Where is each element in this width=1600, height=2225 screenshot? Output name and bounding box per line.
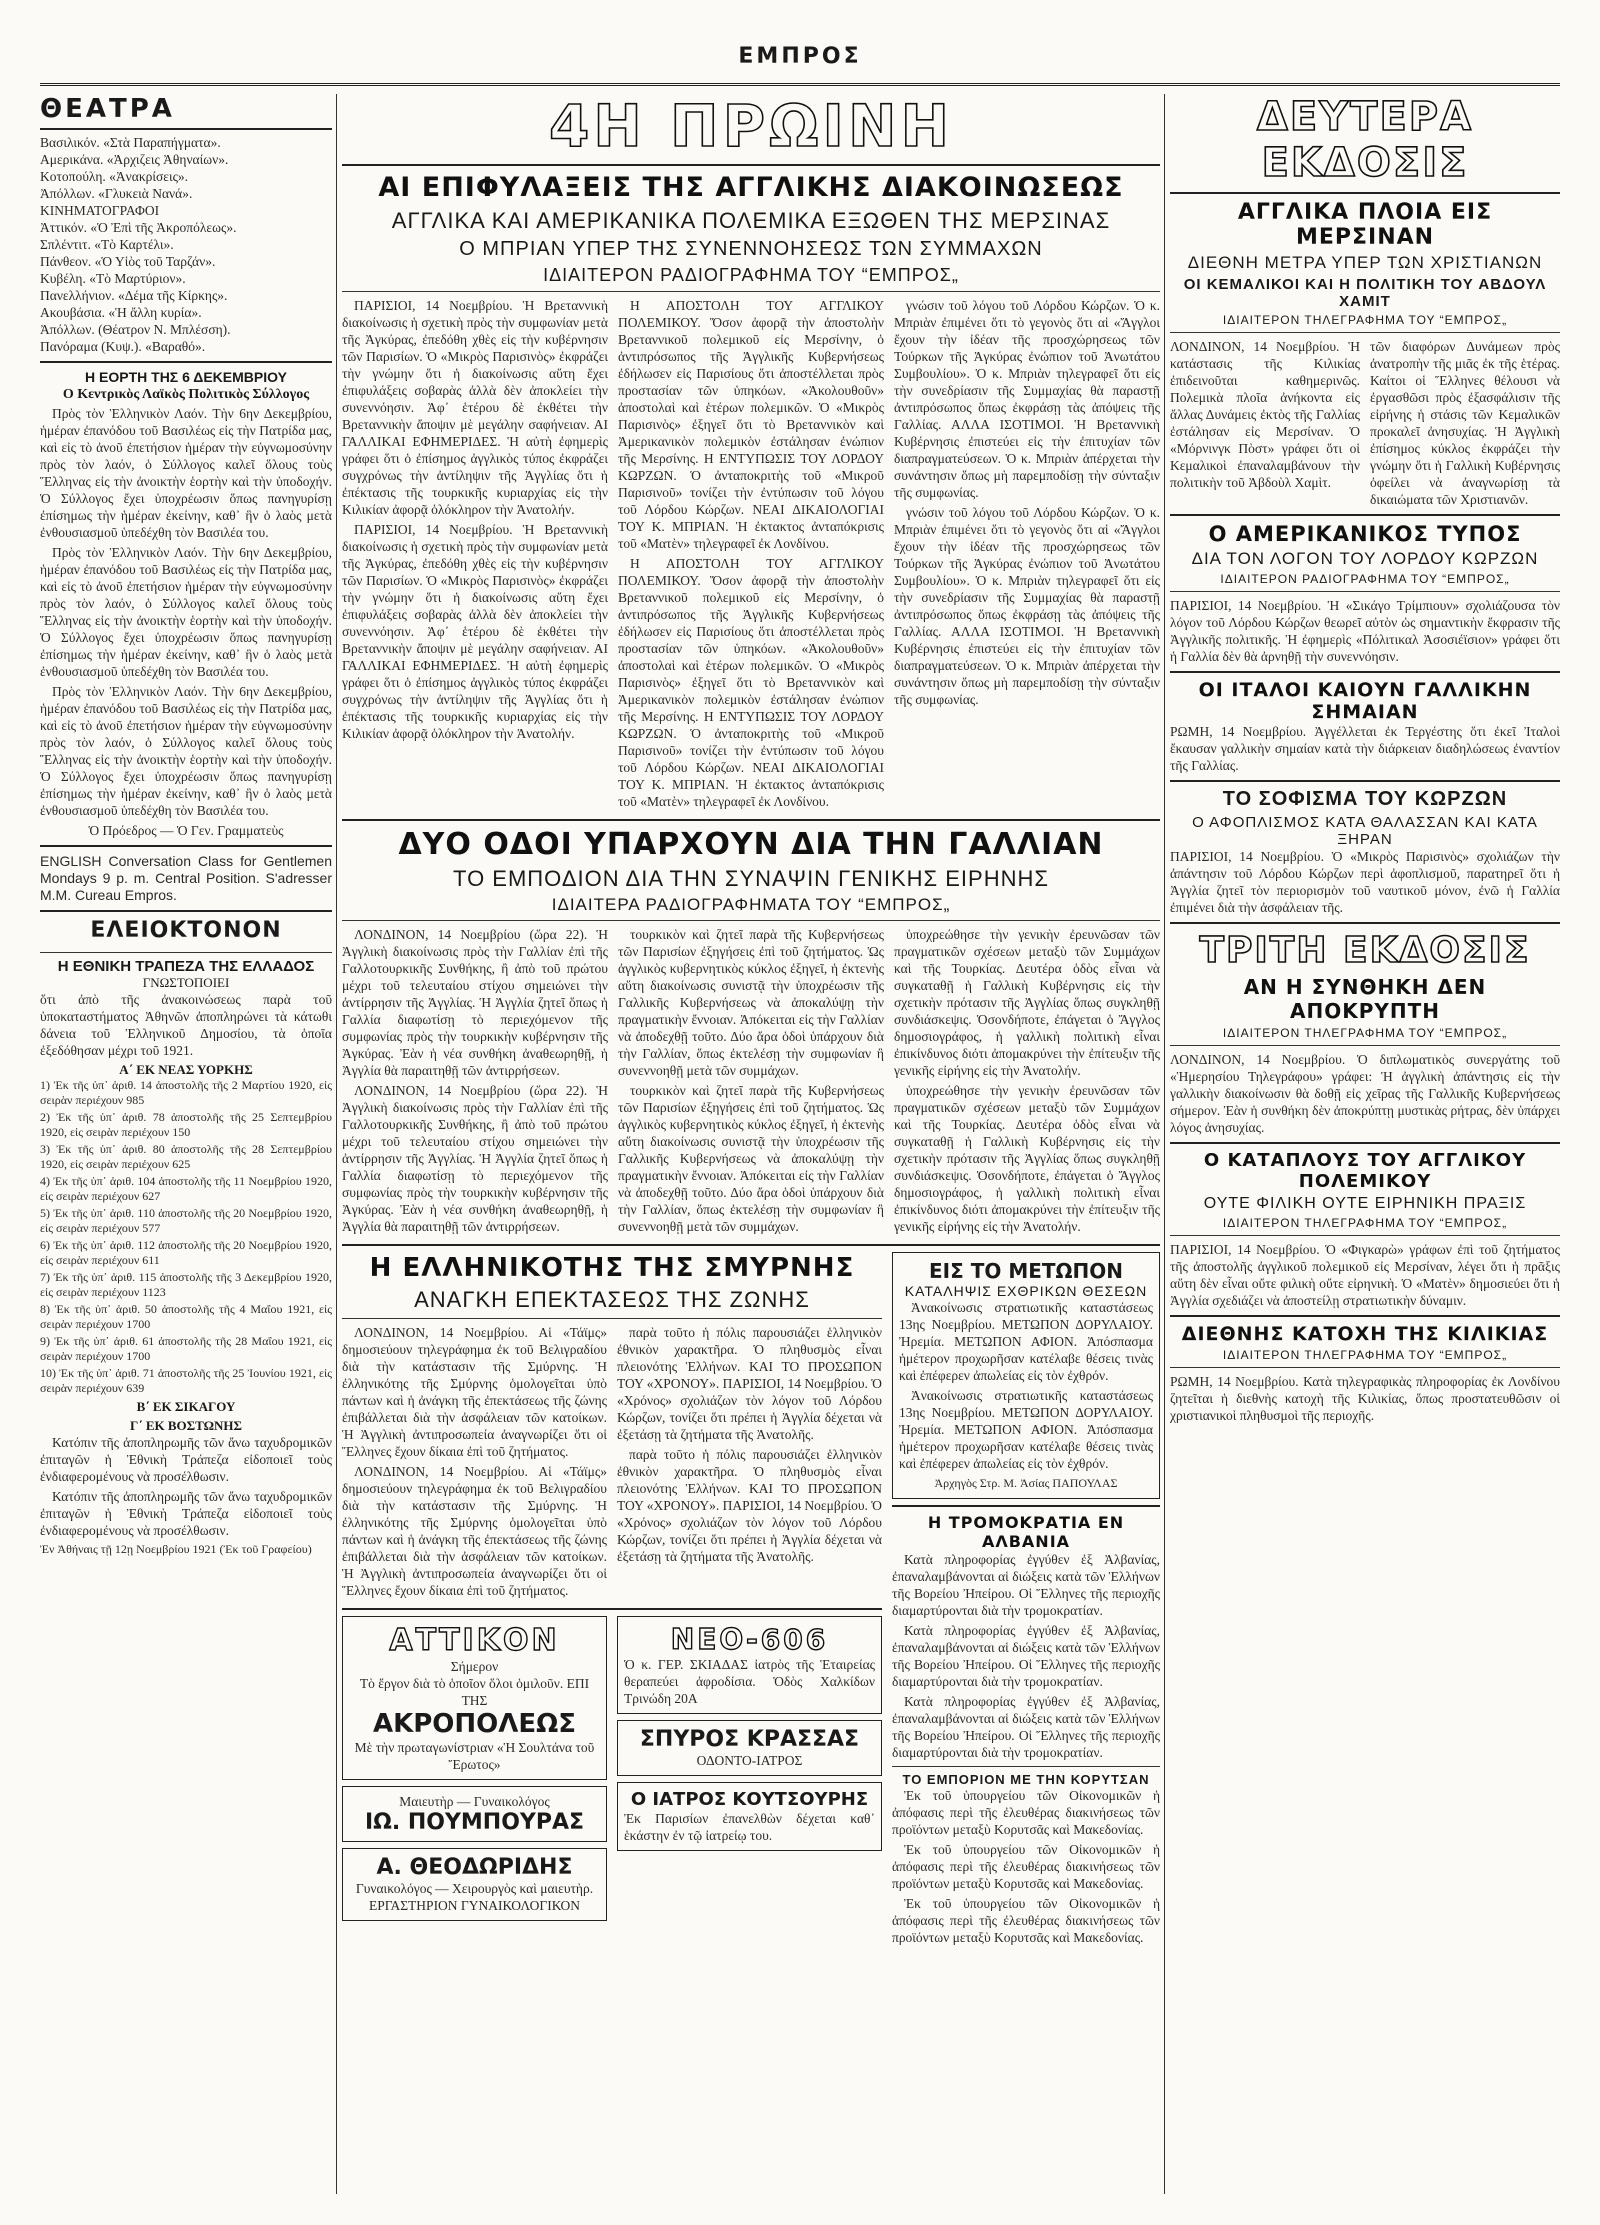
emporion-body: Ἐκ τοῦ ὑπουργείου τῶν Οἰκονομικῶν ἡ ἀπόφασις περὶ τῆς ἐλευθέρας διακινήσεως τῶν προϊόντων μεταξὺ Κορυτσᾶς καὶ Μακεδονίας. Ἐκ τοῦ ὑπουργείου τῶν Οἰκονομικῶν ἡ ἀπόφασις περὶ τῆς ἐλευθέρας διακινήσεως τῶν προϊόντων μεταξὺ Κορυτσᾶς καὶ Μακεδονίας. Ἐκ τοῦ ὑπουργείου τῶν Οἰκονομικῶν ἡ ἀπόφασις περὶ τῆς ἐλευθέρας διακινήσεως τῶν προϊόντων μεταξὺ Κορυτσᾶς καὶ Μακεδονίας. bbox=[892, 1788, 1160, 1945]
r-headline-cilicia: ΔΙΕΘΝΗΣ ΚΑΤΟΧΗ ΤΗΣ ΚΙΛΙΚΙΑΣ bbox=[1181, 1323, 1549, 1345]
metopon-box bbox=[892, 1252, 1160, 1499]
ads-grid bbox=[342, 1616, 882, 1921]
theatre-listing: Βασιλικόν. «Στὰ Παραπήγματα». bbox=[40, 135, 221, 150]
bank-date: Ἐν Ἀθήναις τῇ 12ῃ Νοεμβρίου 1921 (Ἐκ τοῦ Γραφείου) bbox=[40, 1542, 312, 1556]
ad-attikon: ΑΤΤΙΚΟΝ Σήμερον Τὸ ἔργον διὰ τὸ ὁποῖον ὅλοι ὁμιλοῦν. ΕΠΙ ΤΗΣ ΑΚΡΟΠΟΛΕΩΣ Μὲ τὴν πρωταγωνίστριαν «Ἡ Σουλτάνα τοῦ Ἔρωτος» bbox=[342, 1616, 607, 1780]
column-divider bbox=[1164, 94, 1165, 2194]
edition-title: 4Η ΠΡΩΙΝΗ bbox=[548, 92, 954, 160]
bank-item: 2) Ἐκ τῆς ὑπ᾽ ἀριθ. 78 ἀποστολῆς τῆς 25 Σεπτεμβρίου 1920, εἰς σειρὰν περιέχουν 150 bbox=[40, 1110, 332, 1139]
r-headline-curzon-speech: ΔΙΑ ΤΟΝ ΛΟΓΟΝ ΤΟΥ ΛΟΡΔΟΥ ΚΩΡΖΩΝ bbox=[1191, 549, 1539, 568]
third-edition-title: ΤΡΙΤΗ ΕΚΔΟΣΙΣ bbox=[1199, 930, 1531, 971]
bank-item: 8) Ἐκ τῆς ὑπ᾽ ἀριθ. 50 ἀποστολῆς τῆς 4 Μαΐου 1921, εἰς σειρὰν περιέχουν 1700 bbox=[40, 1302, 332, 1331]
radiogram-line-2: ΙΔΙΑΙΤΕΡΑ ΡΑΔΙΟΓΡΑΦΗΜΑΤΑ ΤΟΥ “ΕΜΠΡΟΣ„ bbox=[551, 895, 951, 914]
r-headline-treaty: ΑΝ Η ΣΥΝΘΗΚΗ ΔΕΝ ΑΠΟΚΡΥΠΤΗ bbox=[1243, 975, 1487, 1023]
r-telegram-3: ΙΔΙΑΙΤΕΡΟΝ ΤΗΛΕΓΡΑΦΗΜΑ ΤΟΥ “ΕΜΠΡΟΣ„ bbox=[1222, 1216, 1508, 1230]
bank-item: 7) Ἐκ τῆς ὑπ᾽ ἀριθ. 115 ἀποστολῆς τῆς 3 Δεκεμβρίου 1920, εἰς σειρὰν περιέχουν 1123 bbox=[40, 1270, 332, 1299]
theatre-listing: Ἀττικόν. «Ὁ Ἐπὶ τῆς Ἀκροπόλεως». bbox=[40, 220, 237, 235]
theatre-listing: Αμερικάνα. «Ἀρχιζεις Ἀθηναίων». bbox=[40, 152, 229, 167]
metopon-body: Ἀνακοίνωσις στρατιωτικῆς καταστάσεως 13ης Νοεμβρίου. ΜΕΤΩΠΟΝ ΔΟΡΥΛΑΙΟΥ. Ἠρεμία. ΜΕΤΩΠΟΝ ΑΦΙΟΝ. Ἀπόσπασμα ἡμέτερον προχωρῆσαν κατέλαβε θέσεις τινὰς καὶ ἐπέφερεν ἀπωλείας εἰς τὸν ἐχθρόν. Ἀνακοίνωσις στρατιωτικῆς καταστάσεως 13ης Νοεμβρίου. ΜΕΤΩΠΟΝ ΔΟΡΥΛΑΙΟΥ. Ἠρεμία. ΜΕΤΩΠΟΝ ΑΦΙΟΝ. Ἀπόσπασμα ἡμέτερον προχωρῆσαν κατέλαβε θέσεις τινὰς καὶ ἐπέφερεν ἀπωλείας εἰς τὸν ἐχθρόν. bbox=[899, 1300, 1153, 1471]
r-headline-italians: ΟΙ ΙΤΑΛΟΙ ΚΑΙΟΥΝ ΓΑΛΛΙΚΗΝ ΣΗΜΑΙΑΝ bbox=[1198, 679, 1532, 723]
festival-signature: Ὁ Πρόεδρος — Ὁ Γεν. Γραμματεὺς bbox=[88, 823, 284, 838]
bank-title: Η ΕΘΝΙΚΗ ΤΡΑΠΕΖΑ ΤΗΣ ΕΛΛΑΔΟΣ bbox=[57, 958, 315, 975]
bank-closing: Κατόπιν τῆς ἀποπληρωμῆς τῶν ἄνω ταχυδρομικῶν ἐπιταγῶν ἡ Ἐθνικὴ Τράπεζα εἰδοποιεῖ τοὺς ἐνδιαφερομένους νὰ προσέλθωσιν. Κατόπιν τῆς ἀποπληρωμῆς τῶν ἄνω ταχυδρομικῶν ἐπιταγῶν ἡ Ἐθνικὴ Τράπεζα εἰδοποιεῖ τοὺς ἐνδιαφερομένους νὰ προσέλθωσιν. bbox=[40, 1435, 332, 1538]
theatres-title: ΘΕΑΤΡΑ bbox=[40, 94, 332, 130]
bank-subtitle: ΓΝΩΣΤΟΠΟΙΕΙ bbox=[142, 975, 230, 990]
bank-item: 4) Ἐκ τῆς ὑπ᾽ ἀριθ. 104 ἀποστολῆς τῆς 11 Νοεμβρίου 1920, εἰς σειρὰν περιέχουν 627 bbox=[40, 1174, 332, 1203]
headline-briand: Ο ΜΠΡΙΑΝ ΥΠΕΡ ΤΗΣ ΣΥΝΕΝΝΟΗΣΕΩΣ ΤΩΝ ΣΥΜΜΑΧΩΝ bbox=[459, 238, 1043, 260]
masthead bbox=[40, 30, 1560, 86]
headline-warships: ΑΓΓΛΙΚΑ ΚΑΙ ΑΜΕΡΙΚΑΝΙΚΑ ΠΟΛΕΜΙΚΑ ΕΞΩΘΕΝ ΤΗΣ ΜΕΡΣΙΝΑΣ bbox=[391, 208, 1111, 233]
top-story-col-2: Η ΑΠΟΣΤΟΛΗ ΤΟΥ ΑΓΓΛΙΚΟΥ ΠΟΛΕΜΙΚΟΥ. Ὅσον ἀφορᾷ τὴν ἀποστολὴν Βρεταννικοῦ πολεμικοῦ εἰς Μερσίνην, ὁ ἀντιπρόσωπος τῆς Ἀγγλικῆς Κυβερνήσεως ἐδήλωσεν εἰς Παρισίους ὅτι ἀποστέλλεται πρὸς προστασίαν τῶν ὑπηκόων. «Ἀκολουθοῦν» ἀποστολαὶ καὶ ἑτέρων πολεμικῶν. Ὁ «Μικρὸς Παρισινὸς» ἐξηγεῖ ὅτι τὸ Βρεταννικὸν καὶ Ἀμερικανικὸν πολεμικὸν ἐστάλησαν ἐνώπιον τῆς Μερσίνης. Η ΕΝΤΥΠΩΣΙΣ ΤΟΥ ΛΟΡΔΟΥ ΚΩΡΖΩΝ. Ὁ ἀνταποκριτὴς τοῦ «Μικροῦ Παρισινοῦ» τονίζει τὴν ἐντύπωσιν τοῦ λόγου τοῦ Λόρδου Κώρζων. ΝΕΑΙ ΔΙΚΑΙΟΛΟΓΙΑΙ ΤΟΥ Κ. ΜΠΡΙΑΝ. Ἡ ἐκτακτος ἀνταπόκρισις τοῦ «Ματὲν» τηλεγραφεῖ ἐκ Λονδίνου. Η ΑΠΟΣΤΟΛΗ ΤΟΥ ΑΓΓΛΙΚΟΥ ΠΟΛΕΜΙΚΟΥ. Ὅσον ἀφορᾷ τὴν ἀποστολὴν Βρεταννικοῦ πολεμικοῦ εἰς Μερσίνην, ὁ ἀντιπρόσωπος τῆς Ἀγγλικῆς Κυβερνήσεως ἐδήλωσεν εἰς Παρισίους ὅτι ἀποστέλλεται πρὸς προστασίαν τῶν ὑπηκόων. «Ἀκολουθοῦν» ἀποστολαὶ καὶ ἑτέρων πολεμικῶν. Ὁ «Μικρὸς Παρισινὸς» ἐξηγεῖ ὅτι τὸ Βρεταννικὸν καὶ Ἀμερικανικὸν πολεμικὸν ἐστάλησαν ἐνώπιον τῆς Μερσίνης. Η ΕΝΤΥΠΩΣΙΣ ΤΟΥ ΛΟΡΔΟΥ ΚΩΡΖΩΝ. Ὁ ἀνταποκριτὴς τοῦ «Μικροῦ Παρισινοῦ» τονίζει τὴν ἐντύπωσιν τοῦ λόγου τοῦ Λόρδου Κώρζων. ΝΕΑΙ ΔΙΚΑΙΟΛΟΓΙΑΙ ΤΟΥ Κ. ΜΠΡΙΑΝ. Ἡ ἐκτακτος ἀνταπόκρισις τοῦ «Ματὲν» τηλεγραφεῖ ἐκ Λονδίνου. bbox=[618, 298, 884, 809]
metopon-title: ΕΙΣ ΤΟ ΜΕΤΩΠΟΝ bbox=[928, 1259, 1124, 1283]
theatre-listing: Ακουβάσια. «Ἡ ἄλλη κυρία». bbox=[40, 305, 202, 320]
top-story-col-3: γνώσιν τοῦ λόγου τοῦ Λόρδου Κώρζων. Ὁ κ. Μπριὰν ἐπιμένει ὅτι τὸ γεγονὸς ὅτι αἱ «Ἄγγλοι ἔχουν τὴν ἰδέαν τῆς προσχώρησεως τῶν Τούρκων τῆς Ἀγκύρας ἐνώπιον τοῦ Ἀνωτάτου Συμβουλίου». Ὁ κ. Μπριὰν τηλεγραφεῖ ὅτι εἰς τὴν συνεδρίασιν τῆς Συμμαχίας θὰ παραστῇ ἀντιπρόσωπος ὅπως ἐκφράσῃ τὰς ἀπόψεις τῆς Γαλλίας. ΑΛΛΑ ΙΣΟΤΙΜΟΙ. Ἡ Βρεταννικὴ Κυβέρνησις ἐπιστεύει εἰς τὴν ἐπιτυχίαν τῶν διαπραγματεύσεων. Ὁ κ. Μπριὰν ἀπέρχεται τὴν συνάντησιν ὅπως μὴ παρεμποδίσῃ τὴν σύνταξιν τῆς συμφωνίας. γνώσιν τοῦ λόγου τοῦ Λόρδου Κώρζων. Ὁ κ. Μπριὰν ἐπιμένει ὅτι τὸ γεγονὸς ὅτι αἱ «Ἄγγλοι ἔχουν τὴν ἰδέαν τῆς προσχώρησεως τῶν Τούρκων τῆς Ἀγκύρας ἐνώπιον τοῦ Ἀνωτάτου Συμβουλίου». Ὁ κ. Μπριὰν τηλεγραφεῖ ὅτι εἰς τὴν συνεδρίασιν τῆς Συμμαχίας θὰ παραστῇ ἀντιπρόσωπος ὅπως ἐκφράσῃ τὰς ἀπόψεις τῆς Γαλλίας. ΑΛΛΑ ΙΣΟΤΙΜΟΙ. Ἡ Βρεταννικὴ Κυβέρνησις ἐπιστεύει εἰς τὴν ἐπιτυχίαν τῶν διαπραγματεύσεων. Ὁ κ. Μπριὰν ἀπέρχεται τὴν συνάντησιν ὅπως μὴ παρεμποδίσῃ τὴν σύνταξιν τῆς συμφωνίας. bbox=[894, 298, 1160, 707]
bank-item: 9) Ἐκ τῆς ὑπ᾽ ἀριθ. 61 ἀποστολῆς τῆς 28 Μαΐου 1921, εἰς σειρὰν περιέχουν 1700 bbox=[40, 1334, 332, 1363]
bank-body: ὅτι ἀπὸ τῆς ἀνακοινώσεως παρὰ τοῦ ὑποκαταστήματος Ἀθηνῶν ἀποπληρώνει τὰ κάτωθι δάνεια τοῦ Ἑλληνικοῦ Δημοσίου, τὰ ὁποῖα ἐξεδόθησαν μέχρι τοῦ 1921. bbox=[40, 992, 332, 1058]
festival-subtitle: Ο Κεντρικὸς Λαϊκὸς Πολιτικὸς Σύλλογος bbox=[62, 387, 310, 402]
r-headline-ships: ΑΓΓΛΙΚΑ ΠΛΟΙΑ ΕΙΣ ΜΕΡΣΙΝΑΝ bbox=[1237, 200, 1493, 250]
bank-section-ny: Α΄ ΕΚ ΝΕΑΣ ΥΟΡΚΗΣ bbox=[119, 1062, 253, 1077]
headline-reservations: ΑΙ ΕΠΙΦΥΛΑΞΕΙΣ ΤΗΣ ΑΓΓΛΙΚΗΣ ΔΙΑΚΟΙΝΩΣΕΩΣ bbox=[378, 172, 1124, 203]
theatre-listing: Ἀπόλλων. «Γλυκειὰ Νανά». bbox=[40, 186, 193, 201]
top-story-col-1: ΠΑΡΙΣΙΟΙ, 14 Νοεμβρίου. Ἡ Βρεταννικὴ διακοίνωσις ἡ σχετικὴ πρὸς τὴν συμφωνίαν μετὰ τῆς Ἀγκύρας, ἐπεδόθη χθὲς εἰς τὴν κυβέρνησιν τῶν Παρισίων. Ὁ «Μικρὸς Παρισινὸς» ἐκφράζει τὴν γνώμην ὅτι ἡ διακοίνωσις αὕτη ἔχει ἐπιφυλάξεις σοβαρὰς ἀλλὰ δὲν ἀποκλείει τὴν συνεννόησιν. Ἀφ᾽ ἑτέρου δὲ ἐκθέτει τὴν Βρεταννικὴν ἄποψιν μὲ μεγάλην σαφήνειαν. ΑΙ ΓΑΛΛΙΚΑΙ ΕΦΗΜΕΡΙΔΕΣ. Ἡ αὐτὴ ἐφημερὶς γράφει ὅτι ὁ ἐπίσημος ἀγγλικὸς τύπος ἐκφράζει συγχρόνως τὴν ἀντίληψιν τῆς Ἀγγλίας ὅτι ἡ ἐπέκτασις τῆς τουρκικῆς κυριαρχίας εἰς τὴν Κιλικίαν ἀφορᾷ ὁλόκληρον τὴν Ἀνατολήν. ΠΑΡΙΣΙΟΙ, 14 Νοεμβρίου. Ἡ Βρεταννικὴ διακοίνωσις ἡ σχετικὴ πρὸς τὴν συμφωνίαν μετὰ τῆς Ἀγκύρας, ἐπεδόθη χθὲς εἰς τὴν κυβέρνησιν τῶν Παρισίων. Ὁ «Μικρὸς Παρισινὸς» ἐκφράζει τὴν γνώμην ὅτι ἡ διακοίνωσις αὕτη ἔχει ἐπιφυλάξεις σοβαρὰς ἀλλὰ δὲν ἀποκλείει τὴν συνεννόησιν. Ἀφ᾽ ἑτέρου δὲ ἐκθέτει τὴν Βρεταννικὴν ἄποψιν μὲ μεγάλην σαφήνειαν. ΑΙ ΓΑΛΛΙΚΑΙ ΕΦΗΜΕΡΙΔΕΣ. Ἡ αὐτὴ ἐφημερὶς γράφει ὅτι ὁ ἐπίσημος ἀγγλικὸς τύπος ἐκφράζει συγχρόνως τὴν ἀντίληψιν τῆς Ἀγγλίας ὅτι ἡ ἐπέκτασις τῆς τουρκικῆς κυριαρχίας εἰς τὴν Κιλικίαν ἀφορᾷ ὁλόκληρον τὴν Ἀνατολήν. bbox=[342, 298, 608, 741]
newspaper-page bbox=[40, 30, 1560, 2200]
ad-krassas: ΣΠΥΡΟΣ ΚΡΑΣΣΑΣ ΟΔΟΝΤΟ-ΙΑΤΡΟΣ bbox=[617, 1720, 882, 1776]
r-headline-sophism: ΤΟ ΣΟΦΙΣΜΑ ΤΟΥ ΚΩΡΖΩΝ bbox=[1222, 788, 1508, 810]
theatre-listing: Πάνθεον. «Ὁ Υἱὸς τοῦ Ταρζάν». bbox=[40, 254, 216, 269]
smyrna-col-1: ΛΟΝΔΙΝΟΝ, 14 Νοεμβρίου. Αἱ «Τάϊμς» δημοσιεύουν τηλεγράφημα ἐκ τοῦ Βελιγραδίου διὰ τὴν κατάστασιν τῆς Σμύρνης. Ἡ ἐλληνικότης τῆς Σμύρνης ὁμολογεῖται ὑπὸ πάντων καὶ ἡ ἀνάγκη τῆς ἐπεκτάσεως τῆς ζώνης ἐπιβάλλεται διὰ τὴν ἀσφάλειαν τῶν κατοίκων. Ἡ Ἀγγλικὴ ἀντιπροσωπεία ἀναγνωρίζει ὅτι οἱ Ἕλληνες ἔχουν δίκαια ἐπὶ τοῦ ζητήματος. ΛΟΝΔΙΝΟΝ, 14 Νοεμβρίου. Αἱ «Τάϊμς» δημοσιεύουν τηλεγράφημα ἐκ τοῦ Βελιγραδίου διὰ τὴν κατάστασιν τῆς Σμύρνης. Ἡ ἐλληνικότης τῆς Σμύρνης ὁμολογεῖται ὑπὸ πάντων καὶ ἡ ἀνάγκη τῆς ἐπεκτάσεως τῆς ζώνης ἐπιβάλλεται διὰ τὴν ἀσφάλειαν τῶν κατοίκων. Ἡ Ἀγγλικὴ ἀντιπροσωπεία ἀναγνωρίζει ὅτι οἱ Ἕλληνες ἔχουν δίκαια ἐπὶ τοῦ ζητήματος. bbox=[342, 1325, 607, 1598]
center-column bbox=[342, 94, 1160, 1949]
smyrna-col-2: παρὰ τοῦτο ἡ πόλις παρουσιάζει ἑλληνικὸν ἐθνικὸν χαρακτῆρα. Ὁ πληθυσμὸς εἶναι πλειονότης Ἑλλήνων. ΚΑΙ ΤΟ ΠΡΟΣΩΠΟΝ ΤΟΥ «ΧΡΟΝΟΥ». ΠΑΡΙΣΙΟΙ, 14 Νοεμβρίου. Ὁ «Χρόνος» σχολιάζων τὸν λόγον τοῦ Λόρδου Κώρζων, τονίζει ὅτι πρέπει ἡ Ἀγγλία δέχεται νὰ ἐξετάσῃ τὰ ζητήματα τῆς Ἀνατολῆς. παρὰ τοῦτο ἡ πόλις παρουσιάζει ἑλληνικὸν ἐθνικὸν χαρακτῆρα. Ὁ πληθυσμὸς εἶναι πλειονότης Ἑλλήνων. ΚΑΙ ΤΟ ΠΡΟΣΩΠΟΝ ΤΟΥ «ΧΡΟΝΟΥ». ΠΑΡΙΣΙΟΙ, 14 Νοεμβρίου. Ὁ «Χρόνος» σχολιάζων τὸν λόγον τοῦ Λόρδου Κώρζων, τονίζει ὅτι πρέπει ἡ Ἀγγλία δέχεται νὰ ἐξετάσῃ τὰ ζητήματα τῆς Ἀνατολῆς. bbox=[617, 1325, 882, 1564]
r-headline-not-friendly: ΟΥΤΕ ΦΙΛΙΚΗ ΟΥΤΕ ΕΙΡΗΝΙΚΗ ΠΡΑΞΙΣ bbox=[1203, 1195, 1527, 1212]
eleioktonon-title: ΕΛΕΙΟΚΤΟΝΟΝ bbox=[90, 918, 282, 943]
metopon-subtitle: ΚΑΤΑΛΗΨΙΣ ΕΧΘΡΙΚΩΝ ΘΕΣΕΩΝ bbox=[904, 1283, 1148, 1299]
bank-items bbox=[40, 1078, 332, 1396]
ad-neo-606: ΝΕΟ-606 Ὁ κ. ΓΕΡ. ΣΚΙΑΔΑΣ ἰατρὸς τῆς Ἑταιρείας θεραπεύει ἀφροδίσια. Ὁδὸς Χαλκίδων Τρινώδη 20Α bbox=[617, 1616, 882, 1714]
bank-item: 3) Ἐκ τῆς ὑπ᾽ ἀριθ. 80 ἀποστολῆς τῆς 28 Σεπτεμβρίου 1920, εἰς σειρὰν περιέχουν 625 bbox=[40, 1142, 332, 1171]
r-telegram-4: ΙΔΙΑΙΤΕΡΟΝ ΤΗΛΕΓΡΑΦΗΜΑ ΤΟΥ “ΕΜΠΡΟΣ„ bbox=[1222, 1348, 1508, 1362]
theatres-list bbox=[40, 134, 332, 355]
theatre-listing: Πανελλήνιον. «Δέμα τῆς Κίρκης». bbox=[40, 288, 228, 303]
theatre-listing: Πανόραμα (Κυψ.). «Βαραθό». bbox=[40, 339, 206, 354]
r-headline-disarmament: Ο ΑΦΟΠΛΙΣΜΟΣ ΚΑΤΑ ΘΑΛΑΣΣΑΝ ΚΑΙ ΚΑΤΑ ΞΗΡΑΝ bbox=[1192, 814, 1538, 848]
festival-body: Πρὸς τὸν Ἑλληνικὸν Λαόν. Τὴν 6ην Δεκεμβρίου, ἡμέραν ἐπανόδου τοῦ Βασιλέως εἰς τὴν Πατρίδα μας, καὶ εἰς τὸ ἀνοῦ ἐπετήσιον ἡμέραν τὴν εὐγνωμοσύνην πρὸς τὸν λαόν, ὁ Σύλλογος καλεῖ ὅλους τοὺς Ἕλληνας εἰς τὴν ἀνοικτὴν ἑορτὴν καὶ τὴν ὑποδοχήν. Ὁ Σύλλογος ἔχει ὑποχρέωσιν ὅπως πανηγυρίσῃ ἐπίσημως τὴν ἡμέραν ἐκείνην, καθ᾽ ἣν ὁ λαὸς μετὰ ἐνθουσιασμοῦ ὑπεδέχθη τὸν Βασιλέα του. Πρὸς τὸν Ἑλληνικὸν Λαόν. Τὴν 6ην Δεκεμβρίου, ἡμέραν ἐπανόδου τοῦ Βασιλέως εἰς τὴν Πατρίδα μας, καὶ εἰς τὸ ἀνοῦ ἐπετήσιον ἡμέραν τὴν εὐγνωμοσύνην πρὸς τὸν λαόν, ὁ Σύλλογος καλεῖ ὅλους τοὺς Ἕλληνας εἰς τὴν ἀνοικτὴν ἑορτὴν καὶ τὴν ὑποδοχήν. Ὁ Σύλλογος ἔχει ὑποχρέωσιν ὅπως πανηγυρίσῃ ἐπίσημως τὴν ἡμέραν ἐκείνην, καθ᾽ ἣν ὁ λαὸς μετὰ ἐνθουσιασμοῦ ὑπεδέχθη τὸν Βασιλέα του. Πρὸς τὸν Ἑλληνικὸν Λαόν. Τὴν 6ην Δεκεμβρίου, ἡμέραν ἐπανόδου τοῦ Βασιλέως εἰς τὴν Πατρίδα μας, καὶ εἰς τὸ ἀνοῦ ἐπετήσιον ἡμέραν τὴν εὐγνωμοσύνην πρὸς τὸν λαόν, ὁ Σύλλογος καλεῖ ὅλους τοὺς Ἕλληνας εἰς τὴν ἀνοικτὴν ἑορτὴν καὶ τὴν ὑποδοχήν. Ὁ Σύλλογος ἔχει ὑποχρέωσιν ὅπως πανηγυρίσῃ ἐπίσημως τὴν ἡμέραν ἐκείνην, καθ᾽ ἣν ὁ λαὸς μετὰ ἐνθουσιασμοῦ ὑπεδέχθη τὸν Βασιλέα του. bbox=[40, 406, 332, 818]
bank-section-boston: Γ΄ ΕΚ ΒΟΣΤΩΝΗΣ bbox=[129, 1418, 242, 1433]
bank-section-chicago: Β΄ ΕΚ ΣΙΚΑΓΟΥ bbox=[136, 1399, 236, 1414]
front-news-side bbox=[892, 1252, 1160, 1949]
bank-item: 1) Ἐκ τῆς ὑπ᾽ ἀριθ. 14 ἀποστολῆς τῆς 2 Μαρτίου 1920, εἰς σειρὰν περιέχουν 985 bbox=[40, 1078, 332, 1107]
theatre-listing: Ἀπόλλων. (Θέατρον Ν. Μπλέσση). bbox=[40, 322, 231, 337]
ad-koutsouris: Ο ΙΑΤΡΟΣ ΚΟΥΤΣΟΥΡΗΣ Ἐκ Παρισίων ἐπανελθὼν δέχεται καθ᾽ ἑκάστην ἐν τῷ ἰατρείῳ του. bbox=[617, 1782, 882, 1851]
emporion-title: ΤΟ ΕΜΠΟΡΙΟΝ ΜΕ ΤΗΝ ΚΟΡΥΤΣΑΝ bbox=[902, 1772, 1150, 1787]
metopon-signature: Ἀρχηγὸς Στρ. Μ. Ἀσίας ΠΑΠΟΥΛΑΣ bbox=[934, 1476, 1118, 1490]
top-story-columns bbox=[342, 297, 1160, 813]
r-headline-kemalists: ΟΙ ΚΕΜΑΛΙΚΟΙ ΚΑΙ Η ΠΟΛΙΤΙΚΗ ΤΟΥ ΑΒΔΟΥΛ ΧΑΜΙΤ bbox=[1183, 276, 1547, 310]
r-headline-measures: ΔΙΕΘΝΗ ΜΕΤΡΑ ΥΠΕΡ ΤΩΝ ΧΡΙΣΤΙΑΝΩΝ bbox=[1187, 253, 1543, 272]
column-divider bbox=[336, 94, 337, 2194]
r-telegram-1: ΙΔΙΑΙΤΕΡΟΝ ΤΗΛΕΓΡΑΦΗΜΑ ΤΟΥ “ΕΜΠΡΟΣ„ bbox=[1222, 313, 1508, 327]
ad-poumpouras: Μαιευτὴρ — Γυναικολόγος ΙΩ. ΠΟΥΜΠΟΥΡΑΣ bbox=[342, 1786, 607, 1842]
r-body-1b: τῶν διαφόρων Δυνάμεων πρὸς ἀνατροπὴν τῆς μιᾶς ἐκ τῆς ἑτέρας. Καίτοι οἱ Ἕλληνες θέλουσι νὰ ἐργασθῶσι πρὸς ἐξασφάλισιν τῆς εἰρήνης ἡ στάσις τῶν Κεμαλικῶν προκαλεῖ ἀνησυχίας. Ἡ Ἀγγλικὴ ἐπίσημος κύκλος ἐκφράζει τὴν γνώμην ὅτι ἡ Γαλλικὴ Κυβέρνησις ὀφείλει νὰ ἀναγνωρίσῃ τὰ δικαιώματα τῶν Χριστιανῶν. bbox=[1370, 339, 1560, 507]
r-body-4: ΠΑΡΙΣΙΟΙ, 14 Νοεμβρίου. Ὁ «Μικρὸς Παρισινὸς» σχολιάζων τὴν ἀπάντησιν τοῦ Λόρδου Κώρζων περὶ ἀφοπλισμοῦ, παρατηρεῖ ὅτι ἡ Ἀγγλία ζητεῖ τὸν περιορισμὸν τοῦ ναυτικοῦ μόνον, ἐνῶ ἡ Γαλλία ἐπιμένει διὰ τὴν ἀσφάλειαν τῆς. bbox=[1170, 849, 1560, 915]
r-radiogram: ΙΔΙΑΙΤΕΡΟΝ ΡΑΔΙΟΓΡΑΦΗΜΑ ΤΟΥ “ΕΜΠΡΟΣ„ bbox=[1220, 572, 1510, 586]
smyrna-title: Η ΕΛΛΗΝΙΚΟΤΗΣ ΤΗΣ ΣΜΥΡΝΗΣ bbox=[369, 1253, 855, 1283]
theatre-listing: ΚΙΝΗΜΑΤΟΓΡΑΦΟΙ bbox=[40, 203, 160, 218]
festival-title: Η ΕΟΡΤΗ ΤΗΣ 6 ΔΕΚΕΜΒΡΙΟΥ bbox=[85, 369, 287, 385]
bank-item: 5) Ἐκ τῆς ὑπ᾽ ἀριθ. 110 ἀποστολῆς τῆς 20 Νοεμβρίου 1920, εἰς σειρὰν περιέχουν 577 bbox=[40, 1206, 332, 1235]
mid-story-col-1: ΛΟΝΔΙΝΟΝ, 14 Νοεμβρίου (ὥρα 22). Ἡ Ἀγγλικὴ διακοίνωσις πρὸς τὴν Γαλλίαν ἐπὶ τῆς Γαλλοτουρκικῆς Συνθήκης, ἢ ἀπὸ τοῦ πρώτου μέχρι τοῦ τελευταίου στίχου σημειώνει τὴν ἀντίρρησιν τῆς Ἀγγλίας. Ἡ Ἀγγλία ζητεῖ ὅπως ἡ Γαλλία διαφωτίσῃ τὸ περιεχόμενον τῆς συμφωνίας πρὸς τὴν τουρκικὴν κυβέρνησιν τῆς Ἀγκύρας. Ἐὰν ἡ νέα συνθήκη ἀναθεωρηθῇ, ἡ Ἀγγλία θὰ παραιτηθῇ τῶν ἀντιρρήσεων. ΛΟΝΔΙΝΟΝ, 14 Νοεμβρίου (ὥρα 22). Ἡ Ἀγγλικὴ διακοίνωσις πρὸς τὴν Γαλλίαν ἐπὶ τῆς Γαλλοτουρκικῆς Συνθήκης, ἢ ἀπὸ τοῦ πρώτου μέχρι τοῦ τελευταίου στίχου σημειώνει τὴν ἀντίρρησιν τῆς Ἀγγλίας. Ἡ Ἀγγλία ζητεῖ ὅπως ἡ Γαλλία διαφωτίσῃ τὸ περιεχόμενον τῆς συμφωνίας πρὸς τὴν τουρκικὴν κυβέρνησιν τῆς Ἀγκύρας. Ἐὰν ἡ νέα συνθήκη ἀναθεωρηθῇ, ἡ Ἀγγλία θὰ παραιτηθῇ τῶν ἀντιρρήσεων. bbox=[342, 927, 608, 1234]
r-headline-american-press: Ο ΑΜΕΡΙΚΑΝΙΚΟΣ ΤΥΠΟΣ bbox=[1208, 522, 1522, 546]
r-body-3: ΡΩΜΗ, 14 Νοεμβρίου. Ἀγγέλλεται ἐκ Τεργέστης ὅτι ἐκεῖ Ἰταλοὶ ἔκαυσαν γαλλικὴν σημαίαν κατὰ τὴν διάρκειαν διαδηλώσεως ἐναντίον τῆς Γαλλίας. bbox=[1170, 724, 1560, 773]
english-class-ad: ENGLISH Conversation Class for Gentlemen Mondays 9 p. m. Central Position. S'adresser M.M. Cureau Empros. bbox=[40, 853, 332, 903]
theatre-listing: Κοτοπούλη. «Ἀνακρίσεις». bbox=[40, 169, 189, 184]
headline-two-roads: ΔΥΟ ΟΔΟΙ ΥΠΑΡΧΟΥΝ ΔΙΑ ΤΗΝ ΓΑΛΛΙΑΝ bbox=[398, 827, 1104, 862]
theatre-listing: Σπλέντιτ. «Τὸ Καρτέλι». bbox=[40, 237, 174, 252]
bank-item: 10) Ἐκ τῆς ὑπ᾽ ἀριθ. 71 ἀποστολῆς τῆς 25 Ἰουνίου 1921, εἰς σειρὰν περιέχουν 639 bbox=[40, 1366, 332, 1395]
newspaper-name: ΕΜΠΡΟΣ bbox=[738, 44, 862, 69]
right-column bbox=[1170, 94, 1560, 1424]
bank-item: 6) Ἐκ τῆς ὑπ᾽ ἀριθ. 112 ἀποστολῆς τῆς 20 Νοεμβρίου 1920, εἰς σειρὰν περιέχουν 611 bbox=[40, 1238, 332, 1267]
r-body-6: ΠΑΡΙΣΙΟΙ, 14 Νοεμβρίου. Ὁ «Φιγκαρὼ» γράφων ἐπὶ τοῦ ζητήματος τῆς ἀποστολῆς ἀγγλικοῦ πολεμικοῦ εἰς Μερσίναν, λέγει ὅτι ἡ πρᾶξις αὕτη δὲν εἶναι οὔτε φιλικὴ οὔτε εἰρηνικὴ. Ὁ «Ματὲν» δημοσιεύει ὅτι ἡ Ἀγγλία σχεδιάζει νὰ ἀποστείλῃ στρατιωτικὴν δύναμιν. bbox=[1170, 1242, 1560, 1308]
radiogram-line: ΙΔΙΑΙΤΕΡΟΝ ΡΑΔΙΟΓΡΑΦΗΜΑ ΤΟΥ “ΕΜΠΡΟΣ„ bbox=[543, 265, 959, 285]
ad-theodoridis: Α. ΘΕΟΔΩΡΙΔΗΣ Γυναικολόγος — Χειρουργὸς καὶ μαιευτὴρ. ΕΡΓΑΣΤΗΡΙΟΝ ΓΥΝΑΙΚΟΛΟΓΙΚΟΝ bbox=[342, 1848, 607, 1921]
r-headline-warship-arrival: Ο ΚΑΤΑΠΛΟΥΣ ΤΟΥ ΑΓΓΛΙΚΟΥ ΠΟΛΕΜΙΚΟΥ bbox=[1203, 1150, 1527, 1192]
smyrna-story bbox=[342, 1252, 882, 1949]
r-body-2: ΠΑΡΙΣΙΟΙ, 14 Νοεμβρίου. Ἡ «Σικάγο Τρίμπιουν» σχολιάζουσα τὸν λόγον τοῦ Λόρδου Κώρζων θεωρεῖ αὐτὸν ὡς σημαντικὴν ἔκφρασιν τῆς Ἀγγλικῆς πολιτικῆς. Ἡ ἐφημερὶς «Πόλιτικαλ Ἀσοσιέϊσιον» γράφει ὅτι ἡ Γαλλία δὲν θὰ ἀρνηθῇ τὴν συνεννόησιν. bbox=[1170, 598, 1560, 664]
headline-obstacle: ΤΟ ΕΜΠΟΔΙΟΝ ΔΙΑ ΤΗΝ ΣΥΝΑΨΙΝ ΓΕΝΙΚΗΣ ΕΙΡΗΝΗΣ bbox=[453, 866, 1049, 891]
mid-story-col-2: τουρκικὸν καὶ ζητεῖ παρὰ τῆς Κυβερνήσεως τῶν Παρισίων ἐξηγήσεις ἐπὶ τοῦ ζητήματος. Ὡς ἀγγλικὸς κυβερνητικὸς κύκλος ἐξηγεῖ, ἡ ἐκτενὴς αὕτη διακοίνωσις συνιστᾷ τὴν ὑποχρέωσιν τῆς Γαλλικῆς Κυβερνήσεως νὰ ἀποκαλύψῃ τὴν πραγματικὴν ἔννοιαν. Ἀπόκειται εἰς τὴν Γαλλίαν νὰ ἀποδεχθῇ τοῦτο. Δύο ἄρα ὁδοὶ ὑπάρχουν διὰ τὴν Γαλλίαν, ὅπως ἐκτελέσῃ τὴν συμφωνίαν ἢ συνεννοηθῇ μετὰ τῶν συμμάχων. τουρκικὸν καὶ ζητεῖ παρὰ τῆς Κυβερνήσεως τῶν Παρισίων ἐξηγήσεις ἐπὶ τοῦ ζητήματος. Ὡς ἀγγλικὸς κυβερνητικὸς κύκλος ἐξηγεῖ, ἡ ἐκτενὴς αὕτη διακοίνωσις συνιστᾷ τὴν ὑποχρέωσιν τῆς Γαλλικῆς Κυβερνήσεως νὰ ἀποκαλύψῃ τὴν πραγματικὴν ἔννοιαν. Ἀπόκειται εἰς τὴν Γαλλίαν νὰ ἀποδεχθῇ τοῦτο. Δύο ἄρα ὁδοὶ ὑπάρχουν διὰ τὴν Γαλλίαν, ὅπως ἐκτελέσῃ τὴν συμφωνίαν ἢ συνεννοηθῇ μετὰ τῶν συμμάχων. bbox=[618, 927, 884, 1234]
lower-center-area bbox=[342, 1252, 1160, 1949]
r-body-7: ΡΩΜΗ, 14 Νοεμβρίου. Κατὰ τηλεγραφικὰς πληροφορίας ἐκ Λονδίνου ζητεῖται ἡ διεθνὴς κατοχὴ τῆς Κιλικίας, ὅπως προστατευθῶσιν οἱ χριστιανικοὶ πληθυσμοὶ τῆς περιοχῆς. bbox=[1170, 1374, 1560, 1423]
theatre-listing: Κυβέλη. «Τὸ Μαρτύριον». bbox=[40, 271, 186, 286]
r-body-1: ΛΟΝΔΙΝΟΝ, 14 Νοεμβρίου. Ἡ κατάστασις τῆς Κιλικίας ἐπιδεινοῦται καθημερινῶς. Πολεμικὰ πλοῖα ἀνήκοντα εἰς ἄλλας Δυνάμεις ἐκτὸς τῆς Γαλλίας ἐστάλησαν εἰς Μερσίναν. Ὁ «Μόρνινγκ Πὸστ» γράφει ὅτι οἱ Κεμαλικοὶ ἐπαναλαμβάνουν τὴν πολιτικὴν τοῦ Ἀβδοὺλ Χαμὶτ. bbox=[1170, 339, 1360, 490]
mid-story-columns bbox=[342, 926, 1160, 1238]
albania-body: Κατὰ πληροφορίας ἐγγύθεν ἐξ Ἀλβανίας, ἐπαναλαμβάνονται αἱ διώξεις κατὰ τῶν Ἑλλήνων τῆς Βορείου Ἠπείρου. Οἱ Ἕλληνες τῆς περιοχῆς διαμαρτύρονται διὰ τὴν τρομοκρατίαν. Κατὰ πληροφορίας ἐγγύθεν ἐξ Ἀλβανίας, ἐπαναλαμβάνονται αἱ διώξεις κατὰ τῶν Ἑλλήνων τῆς Βορείου Ἠπείρου. Οἱ Ἕλληνες τῆς περιοχῆς διαμαρτύρονται διὰ τὴν τρομοκρατίαν. Κατὰ πληροφορίας ἐγγύθεν ἐξ Ἀλβανίας, ἐπαναλαμβάνονται αἱ διώξεις κατὰ τῶν Ἑλλήνων τῆς Βορείου Ἠπείρου. Οἱ Ἕλληνες τῆς περιοχῆς διαμαρτύρονται διὰ τὴν τρομοκρατίαν. bbox=[892, 1552, 1160, 1760]
left-column bbox=[40, 94, 332, 1557]
mid-story-col-3: ὑποχρεώθησε τὴν γενικὴν ἐρευνῶσαν τῶν πραγματικῶν σχέσεων μεταξὺ τῶν Συμμάχων καὶ τῆς Τουρκίας. Δευτέρα ὁδὸς εἶναι νὰ συγκαταθῇ ἡ Γαλλικὴ Κυβέρνησις εἰς τὴν σχετικὴν πρότασιν τῆς Ἀγγλίας ὅπως συγκληθῇ συνδιάσκεψις. Ὁσονδήποτε, ἐπάγεται ὁ Ἄγγλος δημοσιογράφος, ἡ γαλλικὴ πολιτικὴ εἶναι ἐπικίνδυνος διότι ἀπομακρύνει τὴν ἐπίτευξιν τῆς γενικῆς εἰρήνης εἰς τὴν Ἀνατολήν. ὑποχρεώθησε τὴν γενικὴν ἐρευνῶσαν τῶν πραγματικῶν σχέσεων μεταξὺ τῶν Συμμάχων καὶ τῆς Τουρκίας. Δευτέρα ὁδὸς εἶναι νὰ συγκαταθῇ ἡ Γαλλικὴ Κυβέρνησις εἰς τὴν σχετικὴν πρότασιν τῆς Ἀγγλίας ὅπως συγκληθῇ συνδιάσκεψις. Ὁσονδήποτε, ἐπάγεται ὁ Ἄγγλος δημοσιογράφος, ἡ γαλλικὴ πολιτικὴ εἶναι ἐπικίνδυνος διότι ἀπομακρύνει τὴν ἐπίτευξιν τῆς γενικῆς εἰρήνης εἰς τὴν Ἀνατολήν. bbox=[894, 927, 1160, 1234]
second-edition-title: ΔΕΥΤΕΡΑ ΕΚΔΟΣΙΣ bbox=[1256, 94, 1474, 186]
r-telegram-2: ΙΔΙΑΙΤΕΡΟΝ ΤΗΛΕΓΡΑΦΗΜΑ ΤΟΥ “ΕΜΠΡΟΣ„ bbox=[1222, 1026, 1508, 1040]
r-body-5: ΛΟΝΔΙΝΟΝ, 14 Νοεμβρίου. Ὁ διπλωματικὸς συνεργάτης τοῦ «Ἡμερησίου Τηλεγράφου» γράφει: Ἡ ἀγγλικὴ ἀπάντησις εἰς τὴν γαλλικὴν διακοίνωσιν θὰ δοθῇ εἰς χεῖρας τῆς Γαλλικῆς Κυβερνήσεως σήμερον. Ἐὰν ἡ συνθήκη δὲν ἀποκρύπτῃ μυστικὰς ρήτρας, δὲν ὑπάρχει λόγος ἀνησυχίας. bbox=[1170, 1052, 1560, 1135]
albania-title: Η ΤΡΟΜΟΚΡΑΤΙΑ ΕΝ ΑΛΒΑΝΙΑ bbox=[927, 1513, 1125, 1551]
smyrna-subtitle: ΑΝΑΓΚΗ ΕΠΕΚΤΑΣΕΩΣ ΤΗΣ ΖΩΝΗΣ bbox=[414, 1287, 810, 1312]
